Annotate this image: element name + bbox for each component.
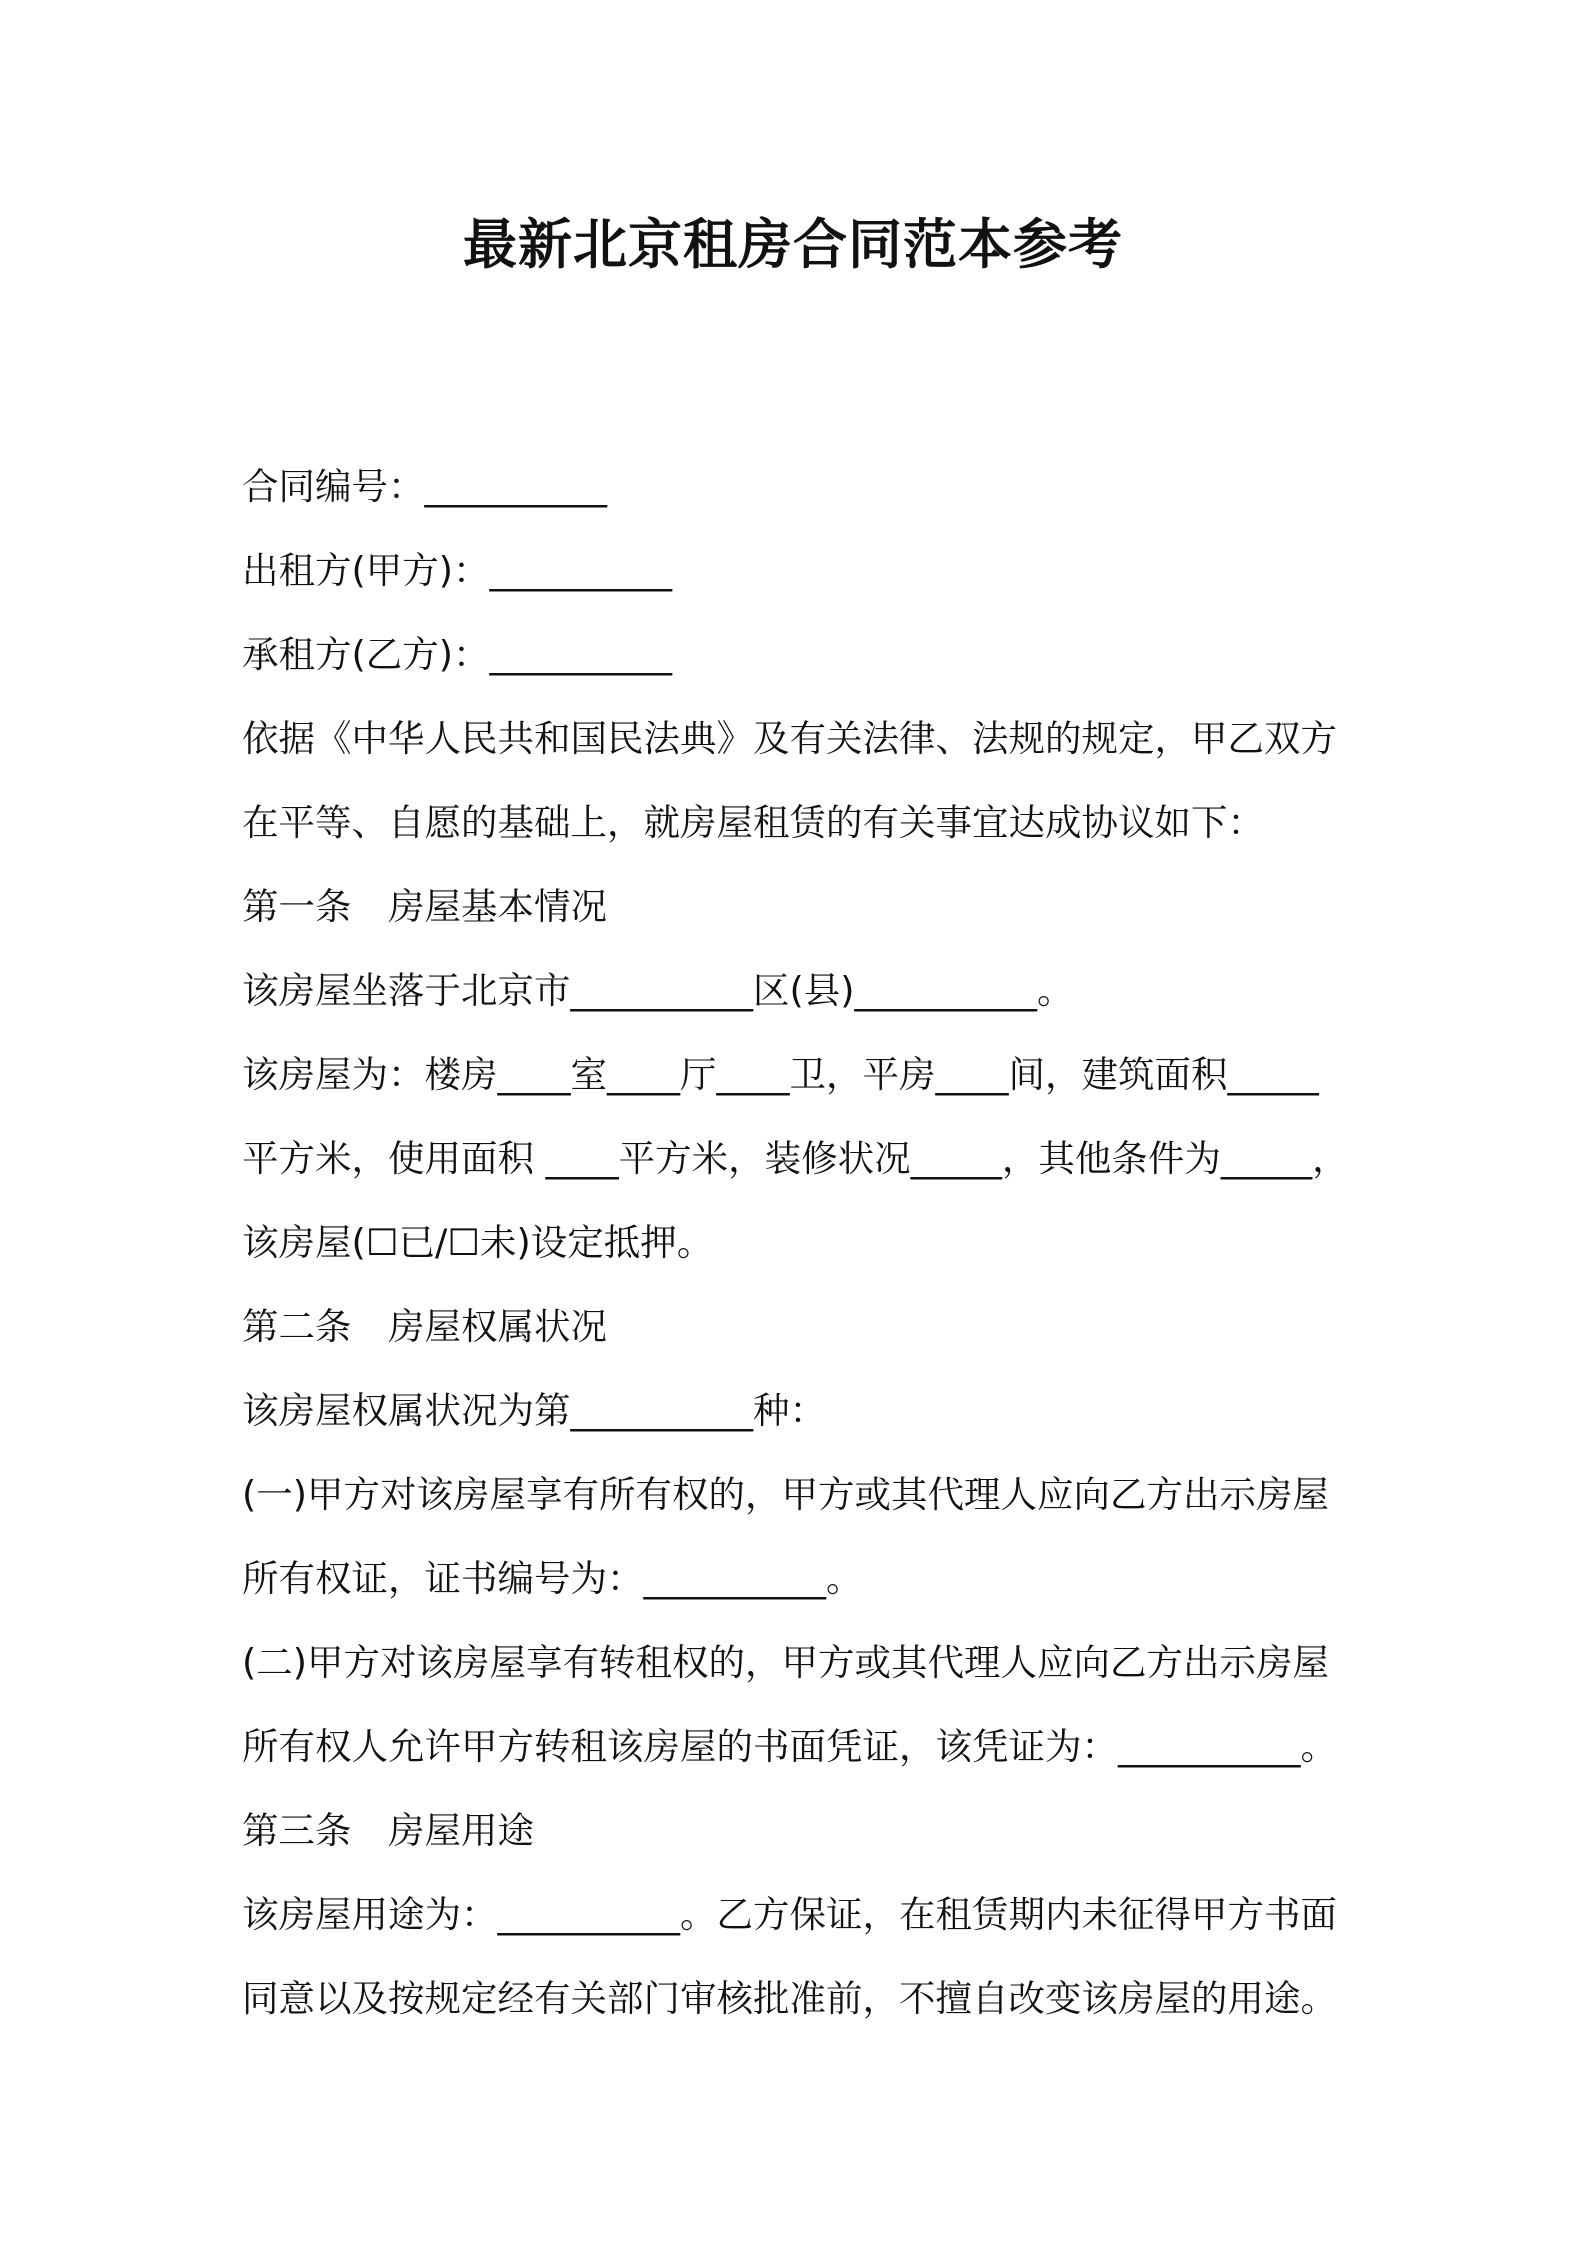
article-1-house-line-2: 平方米，使用面积 ____平方米，装修状况_____，其他条件为_____， [242, 1137, 1349, 1180]
article-2-sublease-line-2: 所有权人允许甲方转租该房屋的书面凭证，该凭证为：__________。 [242, 1725, 1337, 1768]
article-1-mortgage-line: 该房屋(☐已/☐未)设定抵押。 [242, 1221, 714, 1264]
article-1-house-line-1: 该房屋为：楼房____室____厅____卫，平房____间，建筑面积_____ [242, 1053, 1319, 1096]
article-2-status-line: 该房屋权属状况为第__________种： [242, 1389, 826, 1432]
article-3-heading: 第三条 房屋用途 [242, 1809, 534, 1852]
page-title: 最新北京租房合同范本参考 [463, 213, 1123, 276]
article-2-ownership-line-2: 所有权证，证书编号为：__________。 [242, 1557, 863, 1600]
preamble-line-2: 在平等、自愿的基础上，就房屋租赁的有关事宜达成协议如下： [242, 801, 1264, 844]
contract-body [242, 445, 1362, 2041]
contract-number-line: 合同编号：__________ [242, 465, 607, 508]
lessor-line: 出租方(甲方)：__________ [242, 549, 672, 592]
article-2-ownership-line-1: (一)甲方对该房屋享有所有权的，甲方或其代理人应向乙方出示房屋 [242, 1473, 1329, 1516]
article-1-heading: 第一条 房屋基本情况 [242, 885, 607, 928]
article-3-usage-line-1: 该房屋用途为：__________。乙方保证，在租赁期内未征得甲方书面 [242, 1893, 1337, 1936]
article-2-heading: 第二条 房屋权属状况 [242, 1305, 607, 1348]
article-1-location-line: 该房屋坐落于北京市__________区(县)__________。 [242, 969, 1074, 1012]
article-2-sublease-line-1: (二)甲方对该房屋享有转租权的，甲方或其代理人应向乙方出示房屋 [242, 1641, 1329, 1684]
article-3-usage-line-2: 同意以及按规定经有关部门审核批准前，不擅自改变该房屋的用途。 [242, 1977, 1337, 2020]
preamble-line-1: 依据《中华人民共和国民法典》及有关法律、法规的规定，甲乙双方 [242, 717, 1337, 760]
lessee-line: 承租方(乙方)：__________ [242, 633, 672, 676]
